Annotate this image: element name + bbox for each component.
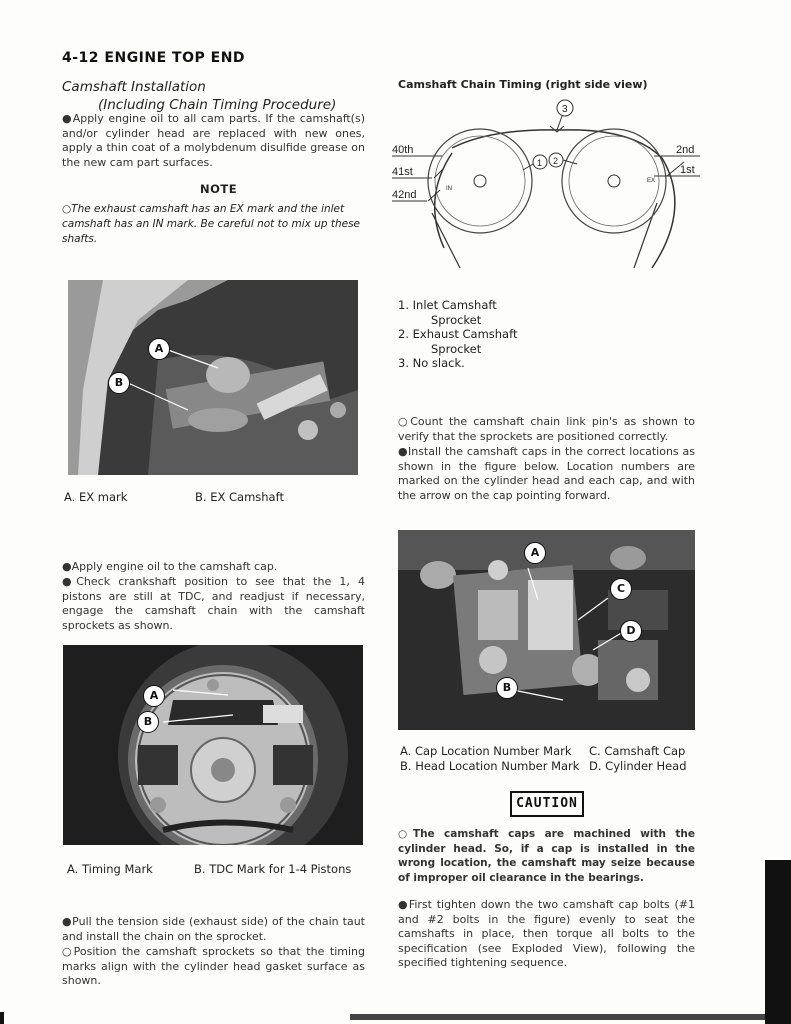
page-left-mark bbox=[0, 1012, 4, 1024]
install-paragraph-2a: ●Apply engine oil to the camshaft cap. bbox=[62, 560, 278, 573]
section-title-main: Camshaft Installation bbox=[62, 79, 206, 95]
label-42nd: 42nd bbox=[392, 189, 417, 201]
callout-a: A bbox=[148, 338, 170, 360]
page-header: 4-12 ENGINE TOP END bbox=[62, 50, 246, 66]
label-40th: 40th bbox=[392, 144, 414, 156]
legend-item-1 bbox=[398, 298, 517, 313]
callout-b: B bbox=[108, 372, 130, 394]
note-heading: NOTE bbox=[200, 182, 238, 196]
photo3-caption-a: A. Cap Location Number Mark bbox=[400, 744, 572, 758]
caution-label: CAUTION bbox=[510, 791, 584, 817]
photo-ex-camshaft bbox=[68, 280, 358, 475]
legend-text: Exhaust Camshaft bbox=[412, 327, 518, 341]
page-bottom-shadow bbox=[350, 1014, 765, 1020]
photo-camshaft-caps-art bbox=[398, 530, 695, 730]
install-paragraph-2b: ●Check crankshaft position to see that the 1, 4 pistons are still at TDC, and readjust if necessary, engage the camshaft chain with the camshaft sprockets as shown. bbox=[62, 575, 365, 632]
photo1-caption-b: B. EX Camshaft bbox=[195, 490, 284, 504]
tighten-bolts-paragraph: ●First tighten down the two camshaft cap bolts (#1 and #2 bolts in the figure) evenly to seat the camshafts in place, then torque all bolts to the specification (see Exploded View), following the specified tightening sequence. bbox=[398, 898, 695, 969]
callout-d: D bbox=[620, 620, 642, 642]
caution-text: ○The camshaft caps are machined with the cylinder head. So, if a cap is installed in the wrong location, the camshaft may seize because of improper oil clearance in the bearings. bbox=[398, 828, 695, 884]
photo3-caption-b: B. Head Location Number Mark bbox=[400, 759, 580, 773]
label-1st: 1st bbox=[680, 164, 695, 176]
callout-c: C bbox=[610, 578, 632, 600]
diagram-legend bbox=[398, 298, 517, 371]
section-subtitle: (Including Chain Timing Procedure) bbox=[98, 97, 337, 113]
section-title bbox=[62, 78, 336, 114]
install-paragraph-1: ●Apply engine oil to all cam parts. If the camshaft(s) and/or cylinder head are replaced with new ones, apply a thin coat of a molybdenum disulfide grease on the new cam part surfaces. bbox=[62, 112, 365, 169]
legend-item-1-line2: Sprocket bbox=[431, 312, 482, 327]
callout-2: 2 bbox=[553, 156, 559, 166]
ex-mark: EX bbox=[647, 178, 656, 184]
chain-timing-diagram bbox=[392, 98, 704, 273]
legend-num: 3. bbox=[398, 356, 409, 370]
photo-timing-mark bbox=[63, 645, 363, 845]
callout-b: B bbox=[137, 711, 159, 733]
install-paragraph-3b: ○Position the camshaft sprockets so that the timing marks align with the cylinder head gasket surface as shown. bbox=[62, 945, 365, 987]
callout-3: 3 bbox=[562, 104, 568, 115]
callout-1: 1 bbox=[537, 158, 543, 168]
callout-a: A bbox=[143, 685, 165, 707]
legend-num: 1. bbox=[398, 298, 409, 312]
legend-item-3 bbox=[398, 356, 517, 371]
photo-timing-mark-art bbox=[63, 645, 363, 845]
legend-text: No slack. bbox=[412, 356, 465, 370]
in-mark: IN bbox=[446, 186, 452, 192]
count-chain-paragraph: ○Count the camshaft chain link pin's as shown to verify that the sprockets are positioned correctly. bbox=[398, 415, 695, 443]
legend-item-2-line2: Sprocket bbox=[431, 341, 482, 356]
install-caps-paragraph: ●Install the camshaft caps in the correct locations as shown in the figure below. Location numbers are marked on the cylinder head and each cap, and with the arrow on the cap pointing forward. bbox=[398, 445, 695, 502]
callout-b: B bbox=[496, 677, 518, 699]
photo3-caption-d: D. Cylinder Head bbox=[589, 759, 687, 773]
photo2-caption-a: A. Timing Mark bbox=[67, 862, 153, 876]
photo-camshaft-caps bbox=[398, 530, 695, 730]
legend-item-2 bbox=[398, 327, 517, 342]
photo3-caption-c: C. Camshaft Cap bbox=[589, 744, 686, 758]
diagram-title: Camshaft Chain Timing (right side view) bbox=[398, 78, 648, 91]
legend-num: 2. bbox=[398, 327, 409, 341]
photo1-caption-a: A. EX mark bbox=[64, 490, 128, 504]
label-2nd: 2nd bbox=[676, 144, 695, 156]
note-text: ○The exhaust camshaft has an EX mark and the inlet camshaft has an IN mark. Be careful not to mix up these shafts. bbox=[62, 203, 361, 245]
install-paragraph-3a: ●Pull the tension side (exhaust side) of the chain taut and install the chain on the sprocket. bbox=[62, 915, 365, 943]
page-edge-mark bbox=[765, 860, 791, 1024]
label-41st: 41st bbox=[392, 166, 413, 178]
callout-a: A bbox=[524, 542, 546, 564]
photo2-caption-b: B. TDC Mark for 1-4 Pistons bbox=[194, 862, 352, 876]
legend-text: Inlet Camshaft bbox=[412, 298, 497, 312]
